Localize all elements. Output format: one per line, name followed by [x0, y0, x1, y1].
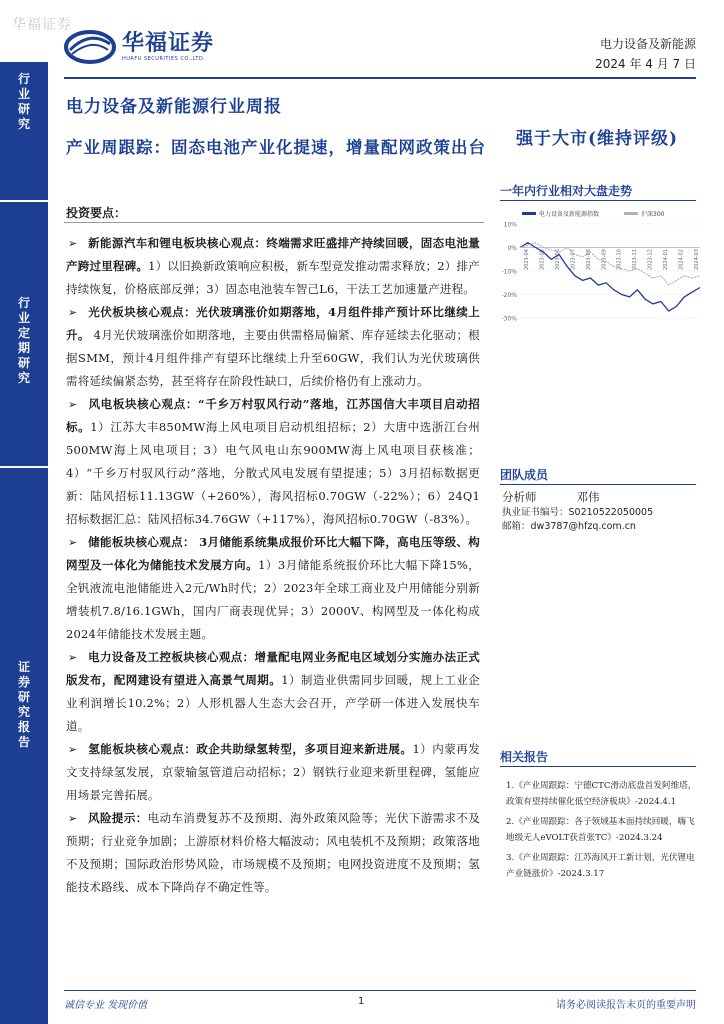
sidebar-periodic-research: 行 业 定 期 研 究 — [0, 202, 48, 466]
watermark: 华福证券 — [12, 17, 72, 33]
company-logo — [64, 28, 214, 66]
footer-slogan: 诚信专业 发现价值 — [64, 1000, 148, 1011]
x-tick-label: 2023-10 — [616, 249, 623, 270]
bullet-icon: ➢ — [68, 306, 78, 319]
header-info — [595, 34, 696, 74]
x-tick-label: 2023-12 — [647, 249, 654, 270]
x-tick-label: 2023-07 — [570, 249, 577, 270]
x-tick-label: 2023-09 — [601, 249, 608, 270]
related-report-item[interactable]: 2.《产业周跟踪：各子领域基本面持续回暖，嗨飞地级无人eVOLT获首张TC》-2024.3.24 — [506, 817, 695, 843]
team-divider — [500, 484, 696, 485]
series-line — [520, 243, 700, 311]
analyst-role: 分析师 — [502, 490, 537, 504]
rating: 强于大市(维持评级) — [516, 129, 679, 149]
chart-heading: 一年内行业相对大盘走势 — [500, 184, 633, 198]
related-divider — [500, 766, 696, 767]
bullet-icon: ➢ — [68, 398, 78, 411]
relative-performance-chart — [494, 206, 704, 328]
chart-divider — [500, 200, 696, 201]
logo-emblem-icon — [64, 28, 116, 66]
x-tick-label: 2024-01 — [663, 249, 670, 270]
bullet-icon: ➢ — [68, 536, 78, 549]
point-wind: ➢ 风电板块核心观点：“千乡万村驭风行动”落地，江苏国信大丰项目启动招标。1）江苏大丰850MW海上风电项目启动机组招标；2）大唐中选浙江台州500MW海上风电项目；3）电气风电山东900MW海上风电项目获核准；4）“千乡万村驭风行动”落地，分散式风电发展有望提速；5）3月招标数据更新：陆风招标11.13GW（+260%），海风招标0.70GW（-22%）；6）24Q1招标数据汇总：陆风招标34.76GW（+117%），海风招标0.70GW（-83%）。 — [66, 393, 480, 531]
x-tick-label: 2023-11 — [632, 249, 639, 270]
x-tick-label: 2023-06 — [554, 249, 561, 270]
cert-number: S0210522050005 — [568, 507, 654, 518]
footer-disclaimer: 请务必阅读报告末页的重要声明 — [556, 1000, 696, 1011]
team-info — [502, 488, 653, 534]
related-reports — [506, 778, 700, 886]
x-tick-label: 2024-02 — [678, 249, 685, 270]
header-divider — [64, 77, 696, 79]
bullet-icon: ➢ — [68, 237, 78, 250]
point-ev-battery: ➢ 新能源汽车和锂电板块核心观点：终端需求旺盛排产持续回暖，固态电池量产跨过里程碑。1）以旧换新政策响应积极，新车型竞发推动需求释放；2）排产持续恢复，价格底部反弹；3）固态电池装车智己L6，干法工艺加速量产进程。 — [66, 232, 480, 301]
bullet-icon: ➢ — [68, 743, 78, 756]
header-sector: 电力设备及新能源 — [599, 37, 696, 51]
page-number: 1 — [358, 996, 365, 1007]
email-link[interactable]: dw3787@hfzq.com.cn — [530, 521, 636, 532]
point-hydrogen: ➢ 氢能板块核心观点：政企共助绿氢转型，多项目迎来新进展。1）内蒙再发文支持绿氢发展，京蒙输氢管道启动招标；2）钢铁行业迎来新里程碑，氢能应用场景完善拓展。 — [66, 738, 480, 807]
analyst-name: 邓伟 — [576, 490, 600, 504]
point-power-equipment: ➢ 电力设备及工控板块核心观点：增量配电网业务配电区域划分实施办法正式版发布，配网建设有望进入高景气周期。1）制造业供需同步回暖，规上工业企业利润增长10.2%；2）人形机器人生态大会召开，产学研一体进入发展快车道。 — [66, 646, 480, 738]
legend-swatch — [624, 212, 638, 215]
related-report-item[interactable]: 1.《产业周跟踪：宁德CTC滑动底盘首发阿维塔，政策有望持续催化低空经济板块》-2024.4.1 — [506, 781, 697, 807]
y-tick-label: 10% — [503, 221, 517, 229]
legend-label: 电力设备及新能源指数 — [539, 211, 600, 218]
header-date: 2024 年 4 月 7 日 — [595, 57, 696, 71]
x-tick-label: 2024-03 — [694, 249, 700, 270]
report-title: 电力设备及新能源行业周报 — [66, 97, 282, 117]
related-report-item[interactable]: 3.《产业周跟踪：江苏海风开工新计划，光伏锂电产业链涨价》-2024.3.17 — [506, 853, 695, 879]
report-subtitle: 产业周跟踪：固态电池产业化提速，增量配网政策出台 — [66, 138, 486, 157]
team-heading: 团队成员 — [500, 468, 549, 482]
y-tick-label: -10% — [501, 268, 517, 276]
sidebar-securities-report: 证 券 研 究 报 告 — [0, 468, 48, 1024]
sidebar-industry-research: 行 业 研 究 — [0, 62, 48, 200]
x-tick-label: 2023-08 — [585, 249, 592, 270]
investment-points — [66, 232, 480, 899]
bullet-icon: ➢ — [68, 651, 78, 664]
investment-heading: 投资要点： — [66, 206, 127, 220]
x-tick-label: 2023-04 — [524, 249, 530, 270]
investment-divider — [64, 222, 484, 223]
legend-label: 沪深300 — [641, 211, 665, 218]
y-tick-label: -20% — [501, 292, 517, 299]
x-tick-label: 2023-05 — [539, 249, 546, 270]
related-heading: 相关报告 — [500, 750, 549, 764]
point-storage: ➢ 储能板块核心观点： 3月储能系统集成报价环比大幅下降，高电压等级、构网型及一体化为储能技术发展方向。1）3月储能系统报价环比大幅下降15%，全钒液流电池储能进入2元/Wh时代；2）2023年全球工商业及户用储能分别新增装机7.8/16.1GWh，国内厂商表现优异；3）2000V、构网型及一体化构成2024年储能技术发展主题。 — [66, 531, 480, 646]
logo-name-cn: 华福证券 — [122, 31, 215, 56]
legend-swatch — [522, 212, 536, 215]
bullet-icon: ➢ — [68, 812, 78, 825]
point-risk: ➢ 风险提示：电动车消费复苏不及预期、海外政策风险等；光伏下游需求不及预期；行业竞争加剧；上游原材料价格大幅波动；风电装机不及预期；政策落地不及预期；国际政治形势风险，市场规模不及预期；电网投资进度不及预期；氢能技术路线、成本下降尚存不确定性等。 — [66, 807, 480, 899]
y-tick-label: 0% — [507, 245, 517, 252]
footer-divider — [64, 990, 696, 991]
email-label: 邮箱： — [502, 521, 531, 532]
point-pv: ➢ 光伏板块核心观点：光伏玻璃涨价如期落地，4月组件排产预计环比继续上升。 4月光伏玻璃涨价如期落地，主要由供需格局偏紧、库存延续去化驱动；根据SMM，预计4月组件排产有望环比继续上升至60GW，我们认为光伏玻璃供需将延续偏紧态势，甚至将存在阶段性缺口，后续价格仍有上涨动力。 — [66, 301, 480, 393]
cert-label: 执业证书编号： — [502, 507, 569, 518]
logo-name-en: HUAFU SECURITIES CO.,LTD. — [122, 56, 206, 62]
series-line — [520, 243, 700, 285]
y-tick-label: -30% — [501, 315, 517, 323]
